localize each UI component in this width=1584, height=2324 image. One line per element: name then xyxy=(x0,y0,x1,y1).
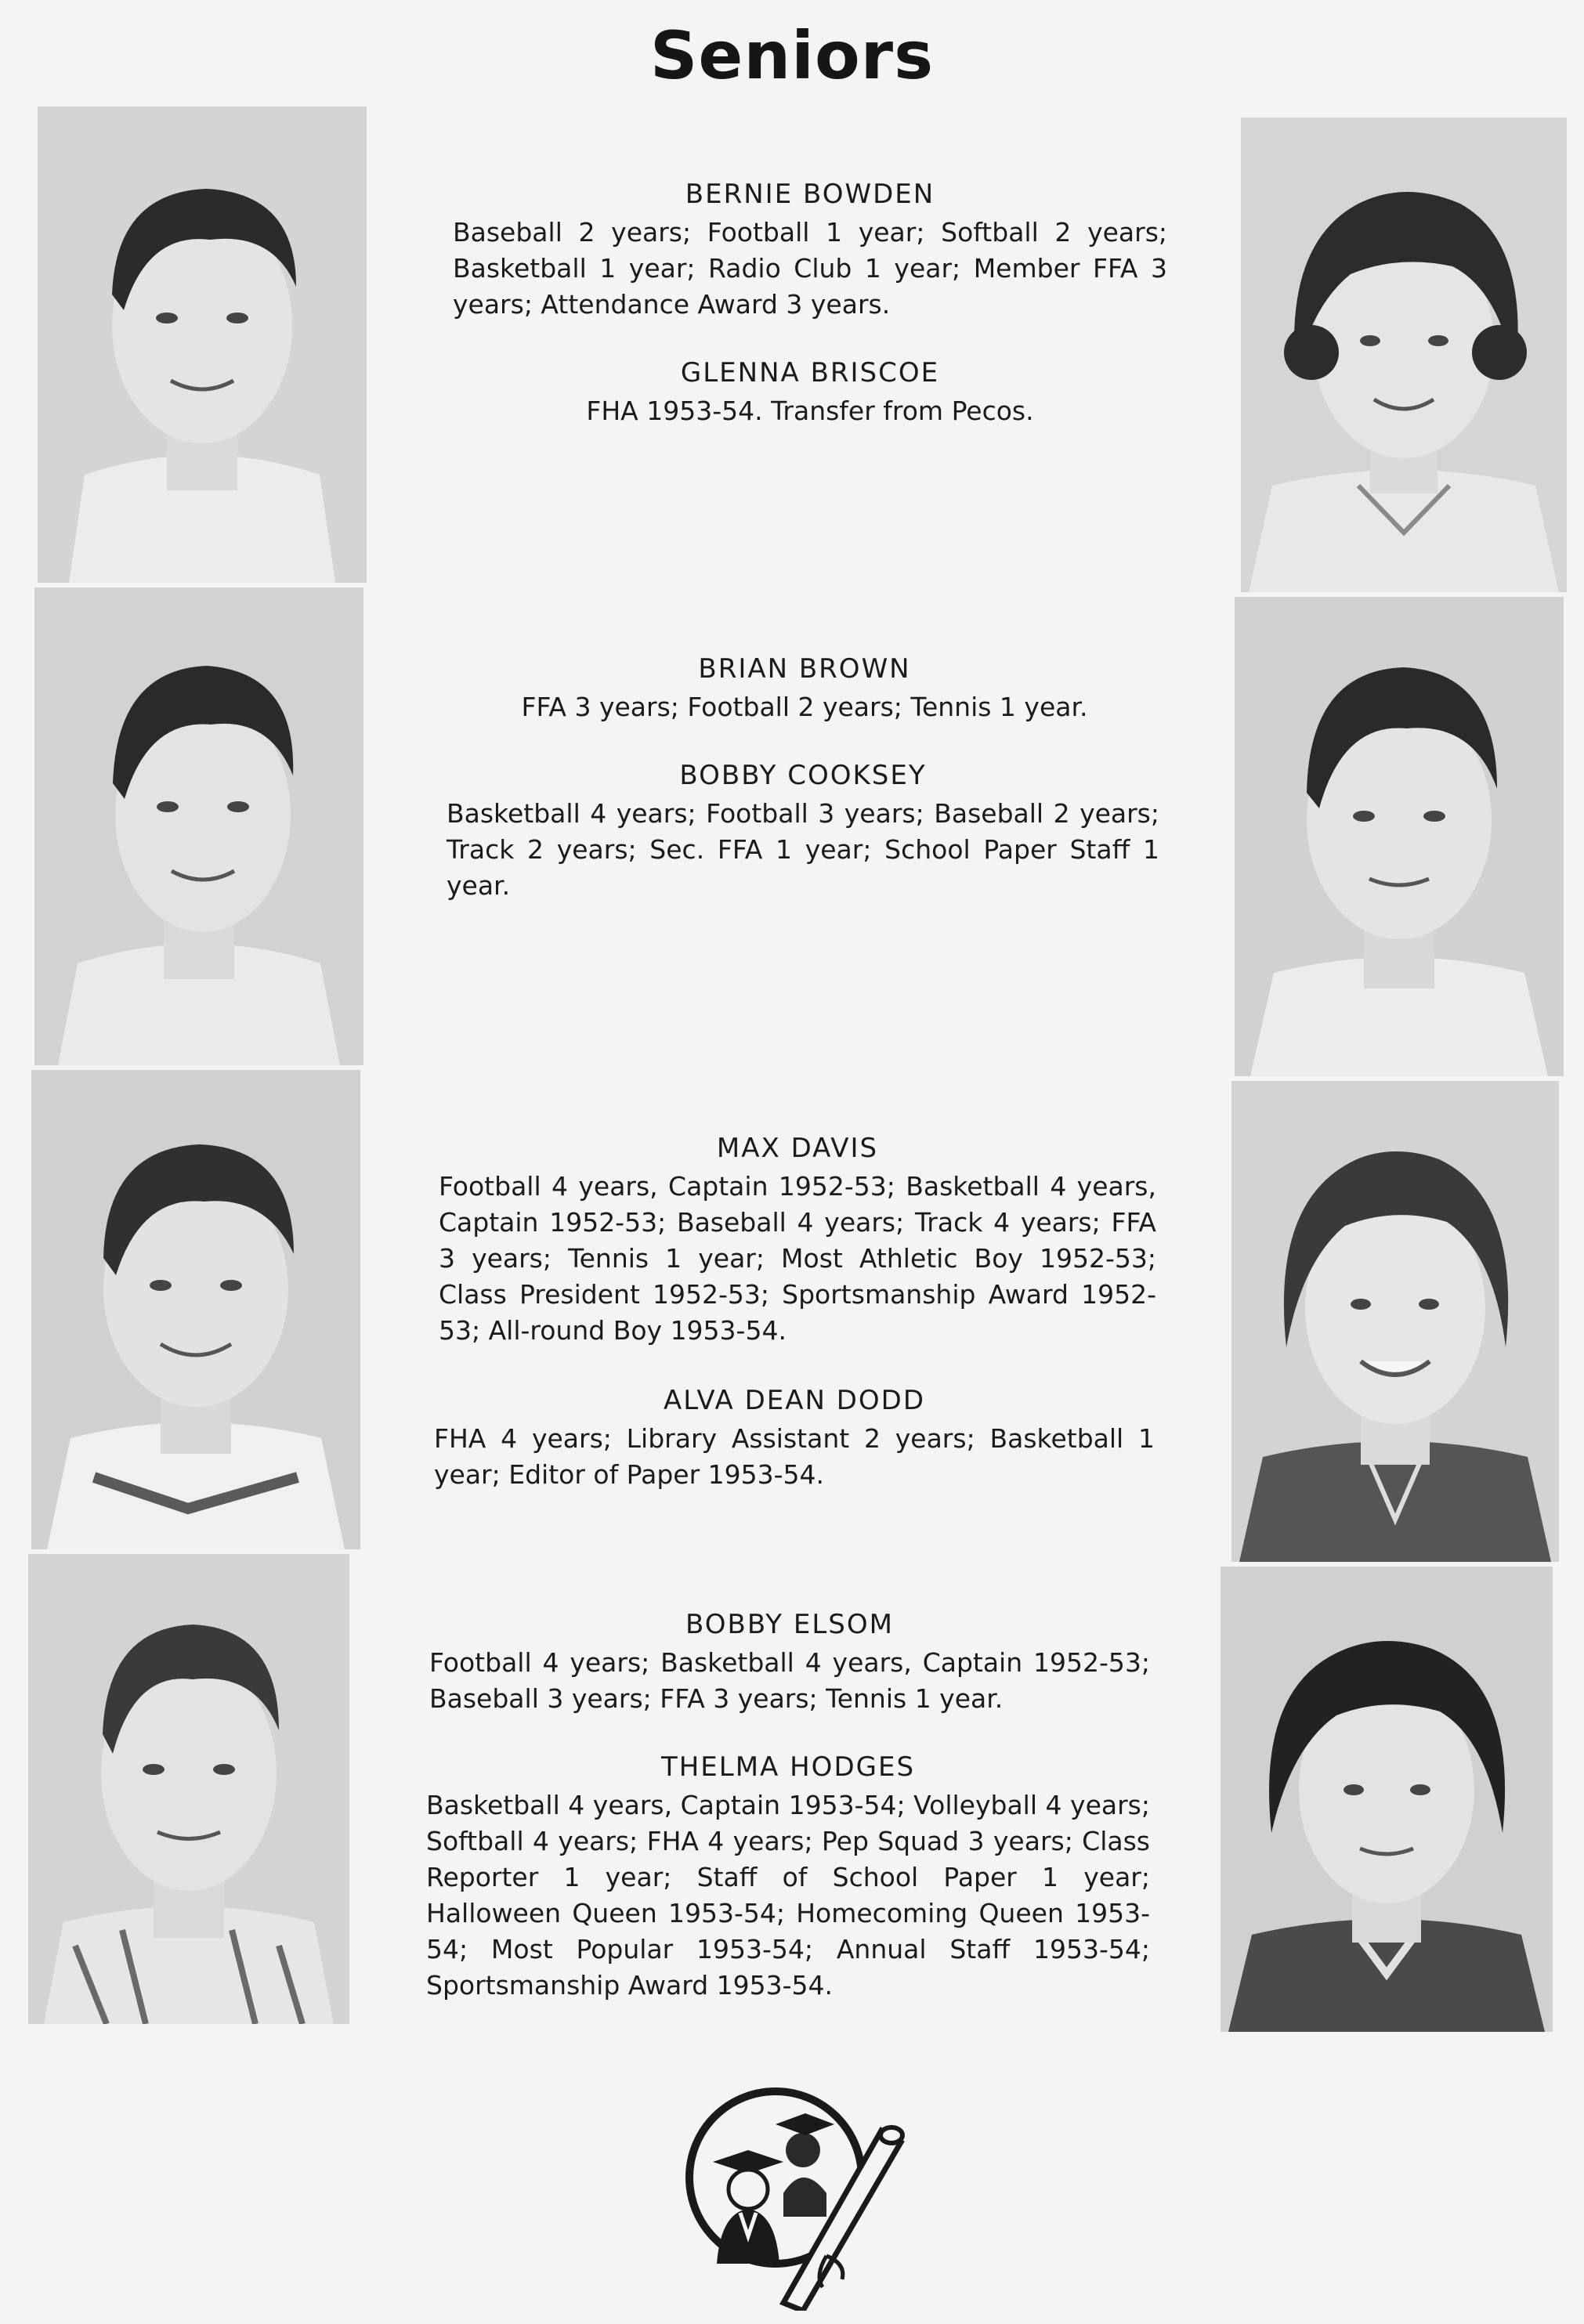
portrait-glenna-briscoe xyxy=(1241,117,1567,592)
portrait-max-davis xyxy=(31,1070,360,1549)
senior-activities: FHA 1953-54. Transfer from Pecos. xyxy=(586,396,1034,426)
senior-activities: Football 4 years; Basketball 4 years, Captain 1952-53; Baseball 3 years; FFA 3 years; Tennis 1 year. xyxy=(429,1647,1150,1714)
senior-entry xyxy=(453,357,1167,429)
senior-name: ALVA DEAN DODD xyxy=(663,1385,926,1416)
senior-activities: Football 4 years, Captain 1952-53; Basketball 4 years, Captain 1952-53; Baseball 4 years; Track 4 years; FFA 3 years; Tennis 1 year; Most Athletic Boy 1952-53; Class President 1952-53; Sportsmanship Award 1952-53; All-round Boy 1953-54. xyxy=(439,1171,1156,1346)
senior-activities: Basketball 4 years; Football 3 years; Baseball 2 years; Track 2 years; Sec. FFA 1 year; School Paper Staff 1 year. xyxy=(447,798,1159,901)
senior-name: BERNIE BOWDEN xyxy=(685,179,935,210)
portrait-image xyxy=(1231,1081,1559,1562)
senior-entry xyxy=(447,760,1159,904)
portrait-image xyxy=(1241,117,1567,592)
portrait-image xyxy=(38,107,367,583)
senior-activities: Baseball 2 years; Football 1 year; Softball 2 years; Basketball 1 year; Radio Club 1 year; Member FFA 3 years; Attendance Award 3 years. xyxy=(453,217,1167,320)
senior-activities: FFA 3 years; Football 2 years; Tennis 1 year. xyxy=(521,692,1088,722)
portrait-image xyxy=(1235,597,1564,1076)
senior-entry xyxy=(434,1385,1155,1493)
senior-name: MAX DAVIS xyxy=(716,1133,879,1164)
portrait-image xyxy=(1221,1567,1553,2032)
portrait-bobby-cooksey xyxy=(1235,597,1564,1076)
senior-name: BRIAN BROWN xyxy=(698,653,911,685)
portrait-thelma-hodges xyxy=(1221,1567,1553,2032)
portrait-image xyxy=(31,1070,360,1549)
senior-name: GLENNA BRISCOE xyxy=(680,357,940,389)
portrait-alva-dean-dodd xyxy=(1231,1081,1559,1562)
senior-activities: Basketball 4 years, Captain 1953-54; Volleyball 4 years; Softball 4 years; FHA 4 years; Pep Squad 3 years; Class Reporter 1 year; Staff of School Paper 1 year; Halloween Queen 1953-54; Homecoming Queen 1953-54; Most Popular 1953-54; Annual Staff 1953-54; Sportsmanship Award 1953-54. xyxy=(426,1790,1150,2001)
portrait-image xyxy=(34,587,363,1065)
senior-name: THELMA HODGES xyxy=(660,1751,916,1783)
senior-entry xyxy=(426,1751,1150,2004)
senior-entry xyxy=(453,179,1167,323)
senior-name: BOBBY COOKSEY xyxy=(679,760,927,791)
portrait-image xyxy=(28,1554,349,2024)
portrait-bernie-bowden xyxy=(38,107,367,583)
graduation-emblem-icon xyxy=(666,2076,917,2311)
senior-entry xyxy=(448,653,1161,725)
portrait-brian-brown xyxy=(34,587,363,1065)
portrait-bobby-elsom xyxy=(28,1554,349,2024)
senior-entry xyxy=(439,1133,1156,1349)
page-title: Seniors xyxy=(649,17,935,94)
senior-name: BOBBY ELSOM xyxy=(685,1609,894,1640)
senior-activities: FHA 4 years; Library Assistant 2 years; Basketball 1 year; Editor of Paper 1953-54. xyxy=(434,1423,1155,1490)
senior-entry xyxy=(429,1609,1150,1717)
